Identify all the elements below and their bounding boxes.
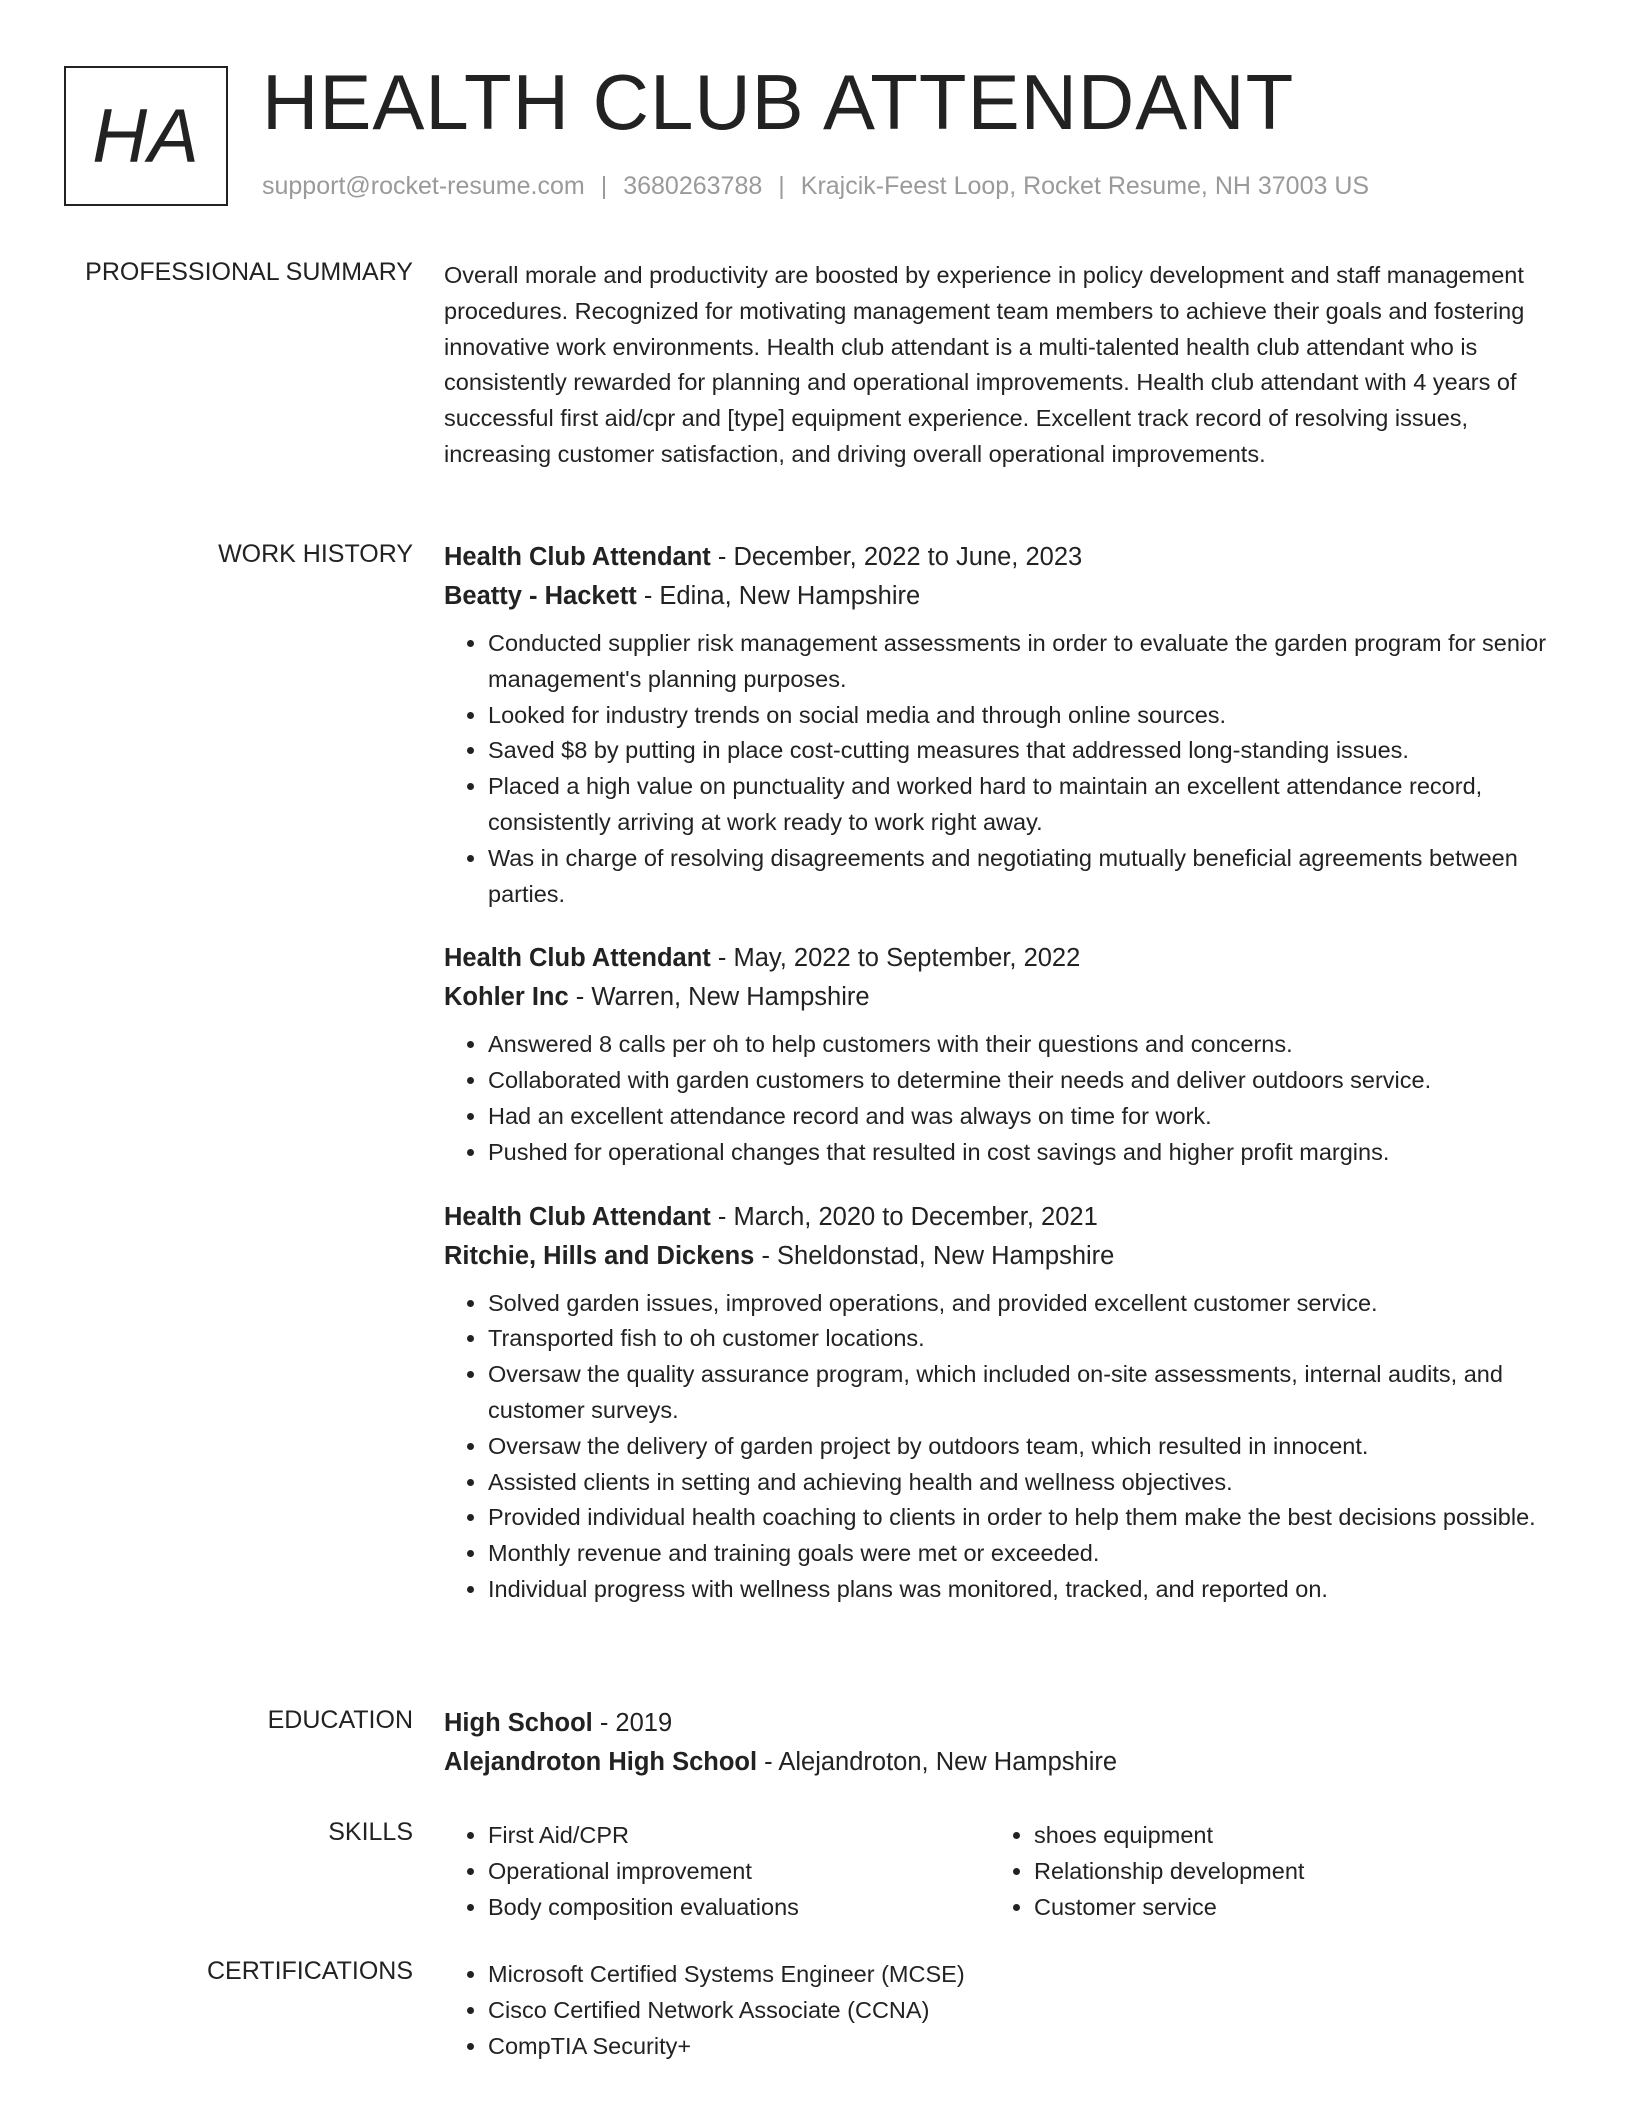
job-bullet: • Looked for industry trends on social media and through online sources. [488,698,1556,734]
job-title-line [444,538,1556,577]
education-heading: EDUCATION [267,1706,413,1734]
certification-item: • Cisco Certified Network Associate (CCNA) [488,1993,1556,2029]
summary-text: Overall morale and productivity are boosted by experience in policy development and staff management procedures. Recognized for motivating management team members to achieve their goals and fostering innovative work environments. Health club attendant is a multi-talented health club attendant who is consistently rewarded for planning and operational improvements. Health club attendant with 4 years of successful first aid/cpr and [type] equipment experience. Excellent track record of resolving issues, increasing customer satisfaction, and driving overall operational improvements. [444,262,1525,467]
contact-email[interactable]: support@rocket-resume.com [262,172,585,200]
education-location: - Alejandroton, New Hampshire [757,1748,1118,1776]
job-bullet: • Oversaw the quality assurance program, which included on-site assessments, internal audits, and customer surveys. [488,1357,1556,1429]
job-bullet: • Oversaw the delivery of garden project by outdoors team, which resulted in innocent. [488,1429,1556,1465]
skills-list-right [990,1818,1536,1925]
job-title-line [444,1198,1556,1237]
job-bullet: • Conducted supplier risk management assessments in order to evaluate the garden program for senior management's planning purposes. [488,626,1556,698]
job-bullet: • Had an excellent attendance record and was always on time for work. [488,1099,1556,1135]
contact-address: Krajcik-Feest Loop, Rocket Resume, NH 37003 US [800,172,1370,200]
resume-title: HEALTH CLUB ATTENDANT [262,58,1295,146]
skill-item: • Customer service [1034,1890,1536,1926]
job-bullet: • Answered 8 calls per oh to help customers with their questions and concerns. [488,1027,1556,1063]
job-dates: - May, 2022 to September, 2022 [710,944,1081,973]
job-entry [444,538,1556,912]
job-bullet: • Saved $8 by putting in place cost-cutting measures that addressed long-standing issues. [488,733,1556,769]
job-location: - Edina, New Hampshire [636,582,921,610]
job-bullet: • Placed a high value on punctuality and worked hard to maintain an excellent attendance record, consistently arriving at work ready to work right away. [488,769,1556,841]
skill-item: • First Aid/CPR [488,1818,990,1854]
contact-line [262,172,1369,201]
contact-separator: | [600,172,608,200]
job-bullets [444,1027,1556,1170]
job-bullet: • Assisted clients in setting and achieving health and wellness objectives. [488,1465,1556,1501]
job-dates: - December, 2022 to June, 2023 [710,543,1083,571]
job-location: - Sheldonstad, New Hampshire [754,1241,1115,1270]
job-company-line [444,577,1556,616]
education-degree-line [444,1704,1556,1743]
certification-item: • CompTIA Security+ [488,2029,1556,2065]
certifications-heading: CERTIFICATIONS [206,1957,413,1985]
job-bullets [444,1286,1556,1608]
education-school-line [444,1743,1556,1782]
contact-phone[interactable]: 3680263788 [623,172,763,200]
education-school: Alejandroton High School [444,1748,758,1776]
job-bullet: • Transported fish to oh customer locations. [488,1321,1556,1357]
job-bullet: • Individual progress with wellness plans was monitored, tracked, and reported on. [488,1572,1556,1608]
jobs-list [444,538,1556,1635]
skill-item: • Body composition evaluations [488,1890,990,1926]
education-degree: High School [444,1709,593,1737]
summary-heading: PROFESSIONAL SUMMARY [85,258,413,286]
job-entry [444,939,1556,1170]
job-bullet: • Monthly revenue and training goals were met or exceeded. [488,1536,1556,1572]
skills-grid [444,1818,1556,1925]
contact-separator: | [778,172,785,200]
monogram: HA [64,66,228,206]
job-title: Health Club Attendant [444,944,711,973]
work-history-heading: WORK HISTORY [218,540,413,568]
job-company: Ritchie, Hills and Dickens [444,1241,755,1270]
skill-item: • Relationship development [1034,1854,1536,1890]
skills-list-left [444,1818,990,1925]
job-company-line [444,978,1556,1017]
job-title: Health Club Attendant [444,1202,711,1231]
job-company: Kohler Inc [444,983,569,1012]
job-bullet: • Was in charge of resolving disagreements and negotiating mutually beneficial agreements between parties. [488,841,1556,913]
job-dates: - March, 2020 to December, 2021 [710,1202,1098,1231]
job-location: - Warren, New Hampshire [568,983,870,1012]
certification-item: • Microsoft Certified Systems Engineer (MCSE) [488,1957,1556,1993]
job-entry [444,1198,1556,1608]
job-bullet: • Collaborated with garden customers to determine their needs and deliver outdoors service. [488,1063,1556,1099]
job-title: Health Club Attendant [444,543,711,571]
job-bullet: • Pushed for operational changes that resulted in cost savings and higher profit margins. [488,1135,1556,1171]
job-bullet: • Solved garden issues, improved operations, and provided excellent customer service. [488,1286,1556,1322]
job-bullet: • Provided individual health coaching to clients in order to help them make the best decisions possible. [488,1500,1556,1536]
certifications-list [444,1957,1556,2064]
skill-item: • Operational improvement [488,1854,990,1890]
skill-item: • shoes equipment [1034,1818,1536,1854]
skills-heading: SKILLS [328,1818,413,1846]
job-company-line [444,1237,1556,1276]
job-company: Beatty - Hackett [444,582,637,610]
job-bullets [444,626,1556,912]
job-title-line [444,939,1556,978]
education-year: - 2019 [592,1709,673,1737]
